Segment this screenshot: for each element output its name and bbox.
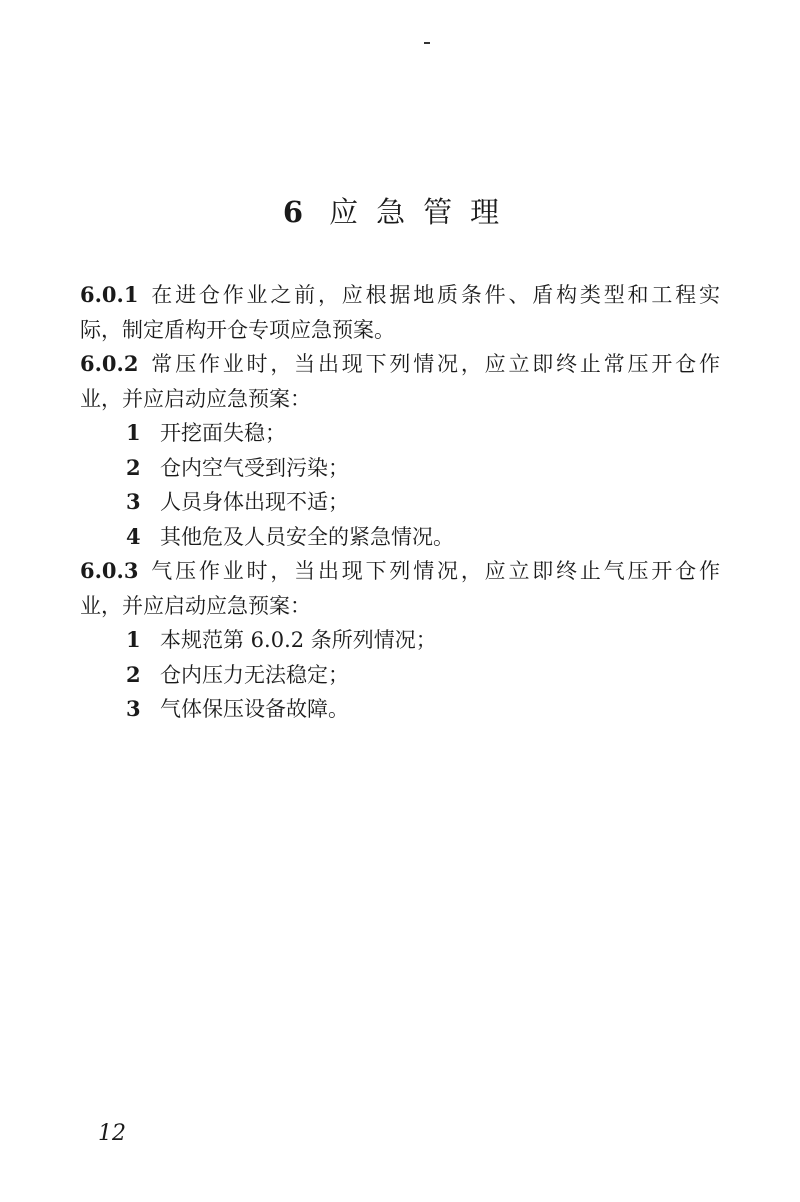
clause-6-0-1 xyxy=(80,278,720,347)
list-item xyxy=(80,520,720,555)
list-item xyxy=(80,692,720,727)
list-item xyxy=(80,658,720,693)
clause-text: 在进仓作业之前，应根据地质条件、盾构类型和工程实 xyxy=(148,283,720,307)
item-number: 4 xyxy=(126,523,141,549)
clause-6-0-2 xyxy=(80,347,720,554)
clause-line xyxy=(80,347,720,382)
document-body xyxy=(80,278,720,727)
clause-line xyxy=(80,589,720,624)
item-number: 2 xyxy=(126,661,141,687)
clause-text-continued: 际，制定盾构开仓专项应急预案。 xyxy=(80,317,395,342)
clause-line xyxy=(80,278,720,313)
item-number: 3 xyxy=(126,489,141,514)
item-number: 1 xyxy=(126,420,141,445)
item-number: 3 xyxy=(126,696,141,721)
clause-line xyxy=(80,554,720,589)
clause-text-continued: 业，并应启动应急预案： xyxy=(80,593,311,618)
clause-text-continued: 业，并应启动应急预案： xyxy=(80,386,311,411)
clause-text: 常压作业时，当出现下列情况，应立即终止常压开仓作 xyxy=(148,352,720,376)
top-mark xyxy=(424,42,430,44)
list-item xyxy=(80,485,720,520)
chapter-title xyxy=(0,190,800,231)
item-text: 开挖面失稳； xyxy=(160,421,286,445)
chapter-name: 应急管理 xyxy=(329,195,518,229)
clause-number: 6.0.3 xyxy=(80,558,139,583)
item-text: 其他危及人员安全的紧急情况。 xyxy=(160,524,454,549)
clause-number: 6.0.2 xyxy=(80,351,139,376)
clause-text: 气压作业时，当出现下列情况，应立即终止气压开仓作 xyxy=(148,559,720,583)
item-text: 人员身体出现不适； xyxy=(160,490,349,514)
list-item xyxy=(80,416,720,451)
item-text: 气体保压设备故障。 xyxy=(160,697,349,721)
list-item xyxy=(80,623,720,658)
item-text: 仓内空气受到污染； xyxy=(160,455,349,480)
list-item xyxy=(80,451,720,486)
clause-number: 6.0.1 xyxy=(80,282,139,307)
item-text: 仓内压力无法稳定； xyxy=(160,662,349,687)
clause-6-0-3 xyxy=(80,554,720,727)
item-text: 本规范第 6.0.2 条所列情况； xyxy=(160,628,437,652)
clause-line xyxy=(80,313,720,348)
clause-line xyxy=(80,382,720,417)
chapter-number: 6 xyxy=(282,195,304,229)
item-number: 1 xyxy=(126,627,141,652)
page-number: 12 xyxy=(98,1121,126,1146)
item-number: 2 xyxy=(126,454,141,480)
